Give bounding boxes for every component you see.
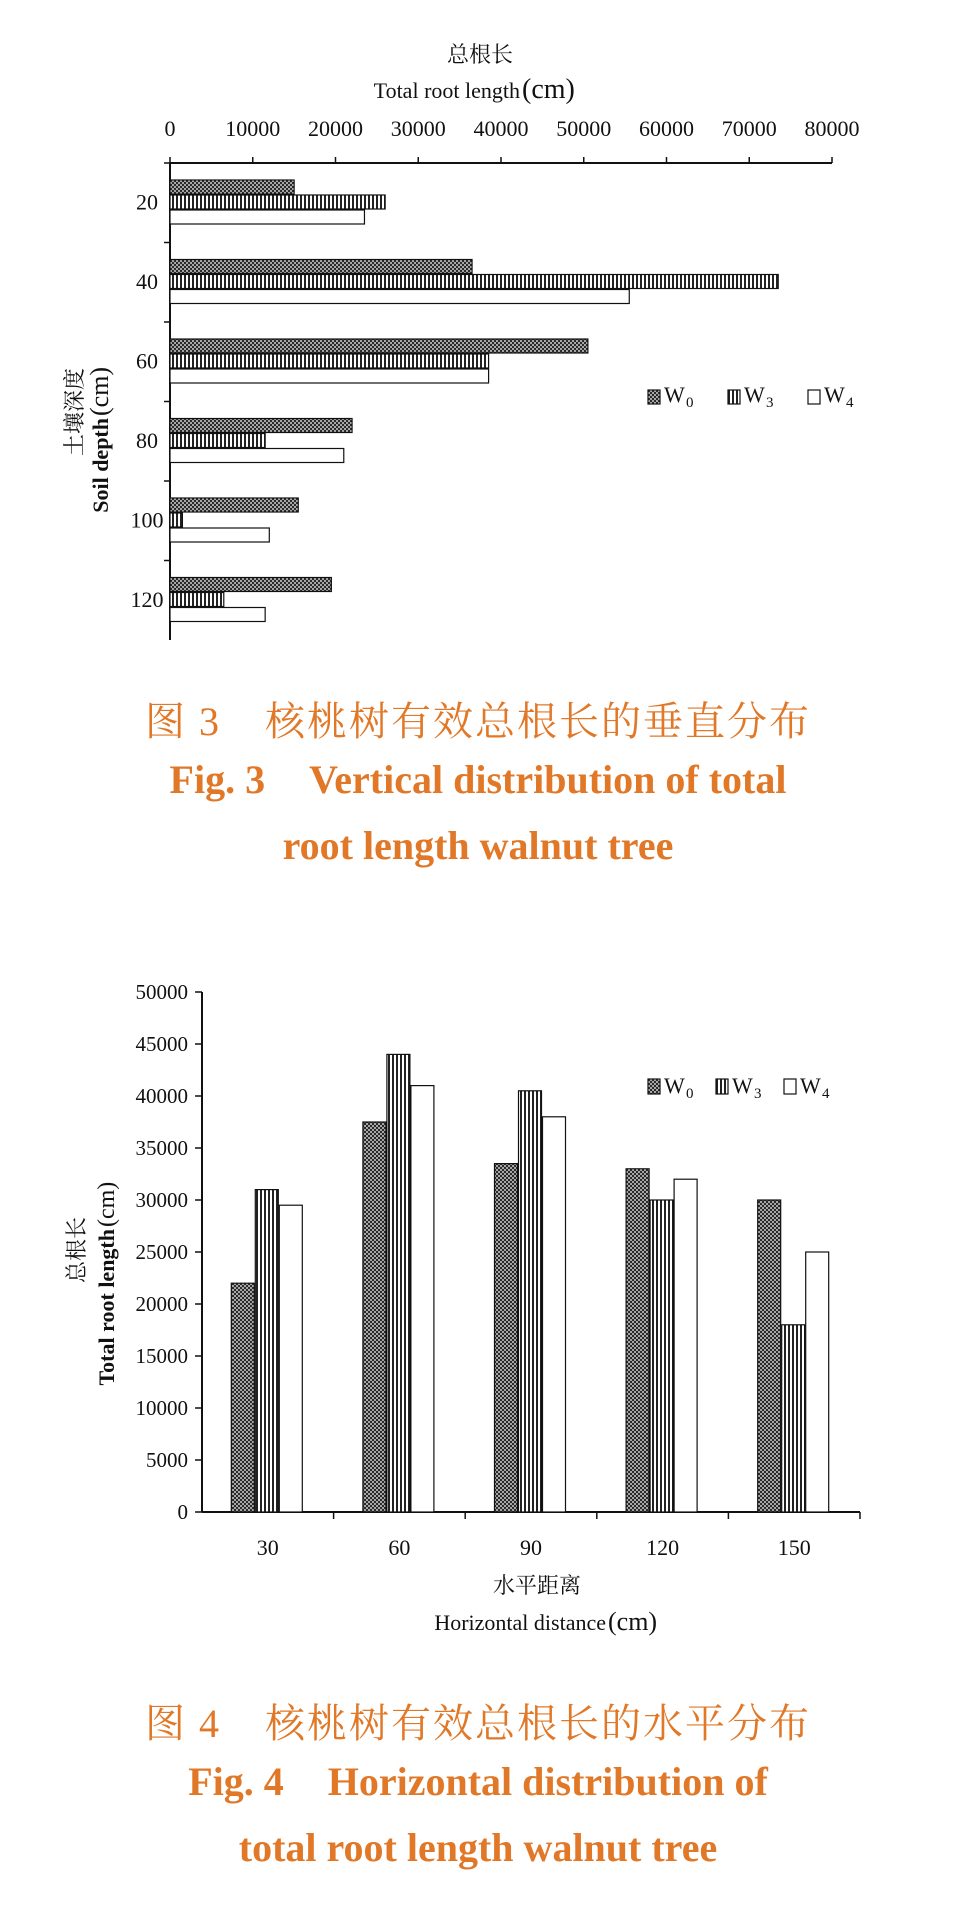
y-axis-title-en: Soil depth: [88, 418, 113, 513]
x-tick-label: 0: [164, 116, 176, 141]
legend-swatch: [716, 1079, 728, 1094]
x-tick-label: 90: [520, 1535, 542, 1560]
bar: [170, 369, 489, 383]
y-tick-label: 30000: [135, 1188, 188, 1212]
legend-label-subscript: 3: [754, 1086, 762, 1102]
figure-3: [0, 0, 956, 690]
bar: [170, 513, 182, 527]
bar: [674, 1179, 697, 1512]
y-tick-label: 50000: [135, 980, 188, 1004]
x-axis-title-en: Horizontal distance: [434, 1610, 606, 1635]
legend-label: W: [664, 382, 685, 407]
bar: [279, 1205, 302, 1512]
bar: [411, 1086, 434, 1512]
bar: [170, 290, 629, 304]
legend-swatch: [784, 1079, 796, 1094]
y-axis-title: [62, 367, 114, 513]
bar: [519, 1091, 542, 1512]
bar: [806, 1252, 829, 1512]
caption-en-line2: root length walnut tree: [282, 823, 674, 868]
bar: [255, 1190, 278, 1512]
caption-en-line2: total root length walnut tree: [238, 1825, 718, 1870]
y-tick-label: 5000: [146, 1448, 188, 1472]
legend-label: W: [744, 382, 765, 407]
legend-label-subscript: 4: [822, 1086, 830, 1102]
caption-en: Fig. 4 Horizontal distribution of: [188, 1759, 768, 1804]
y-axis-title: [64, 1182, 120, 1386]
caption-cn: 图 4 核桃树有效总根长的水平分布: [145, 1701, 811, 1746]
legend-swatch: [648, 1079, 660, 1094]
legend-swatch: [648, 390, 660, 404]
bar: [170, 180, 294, 194]
bar: [231, 1283, 254, 1512]
x-tick-label: 20000: [308, 116, 363, 141]
y-axis-unit: (cm): [85, 366, 114, 416]
bar: [170, 419, 352, 433]
y-tick-label: 15000: [135, 1344, 188, 1368]
y-tick-label: 120: [130, 587, 164, 612]
x-tick-label: 50000: [556, 116, 612, 141]
x-axis-unit: (cm): [522, 74, 575, 105]
bar: [170, 210, 364, 224]
x-axis-title-cn: 总根长: [446, 42, 514, 67]
legend-label: W: [800, 1073, 821, 1098]
legend-swatch: [728, 390, 740, 404]
legend-swatch: [808, 390, 820, 404]
y-axis-title-cn: 总根长: [64, 1216, 89, 1284]
chart-vertical-distribution: [0, 0, 956, 690]
y-axis-unit: (cm): [94, 1181, 120, 1227]
y-tick-label: 10000: [135, 1396, 188, 1420]
x-tick-label: 150: [777, 1535, 811, 1560]
bar: [170, 608, 265, 622]
bar: [170, 528, 269, 542]
bar: [170, 354, 489, 368]
bar: [170, 449, 344, 463]
legend-label: W: [824, 382, 845, 407]
y-tick-label: 0: [177, 1500, 188, 1524]
y-axis-title-cn: 土壤深度: [62, 367, 87, 457]
legend-label-subscript: 4: [846, 395, 854, 411]
bar: [387, 1054, 410, 1512]
bar: [650, 1200, 673, 1512]
bar: [363, 1122, 386, 1512]
bar: [758, 1200, 781, 1512]
bar: [543, 1117, 566, 1512]
legend-label: W: [664, 1073, 685, 1098]
bar: [170, 339, 588, 353]
x-tick-label: 120: [646, 1535, 680, 1560]
bar: [170, 434, 265, 448]
chart-horizontal-distribution: [0, 965, 956, 1665]
bar: [626, 1169, 649, 1512]
y-tick-label: 25000: [135, 1240, 188, 1264]
x-axis-unit: (cm): [608, 1607, 658, 1636]
bar: [170, 195, 385, 209]
y-tick-label: 45000: [135, 1032, 188, 1056]
x-tick-label: 80000: [804, 116, 860, 141]
y-axis-title-en: Total root length: [94, 1229, 119, 1386]
y-tick-label: 60: [136, 348, 158, 374]
x-tick-label: 60000: [639, 116, 694, 141]
x-tick-label: 30: [256, 1535, 279, 1560]
figure-4-caption: [0, 1692, 956, 1881]
legend-label-subscript: 0: [686, 1086, 694, 1102]
caption-en: Fig. 3 Vertical distribution of total: [169, 757, 787, 802]
bar: [495, 1164, 518, 1512]
bar: [782, 1325, 805, 1512]
y-tick-label: 20: [136, 189, 158, 215]
legend-label: W: [732, 1073, 753, 1098]
y-tick-label: 40000: [135, 1084, 188, 1108]
y-tick-label: 20000: [135, 1292, 188, 1316]
bar: [170, 593, 224, 607]
x-tick-label: 70000: [721, 116, 777, 141]
x-tick-label: 30000: [390, 116, 446, 141]
bar: [170, 260, 472, 274]
figure-4: [0, 965, 956, 1665]
bar: [170, 275, 778, 289]
y-tick-label: 100: [130, 507, 164, 533]
x-axis-title-cn: 水平距离: [492, 1573, 582, 1598]
x-tick-label: 60: [388, 1535, 411, 1560]
x-tick-label: 40000: [473, 116, 529, 141]
legend-label-subscript: 3: [766, 395, 774, 411]
bar: [170, 578, 331, 592]
y-tick-label: 80: [136, 428, 158, 453]
x-axis-title-en: Total root length: [373, 78, 520, 103]
caption-cn: 图 3 核桃树有效总根长的垂直分布: [145, 699, 811, 744]
y-tick-label: 40: [136, 269, 158, 294]
legend-label-subscript: 0: [686, 395, 694, 411]
y-tick-label: 35000: [135, 1136, 188, 1160]
figure-3-caption: [0, 690, 956, 879]
bar: [170, 498, 298, 512]
x-tick-label: 10000: [225, 116, 281, 141]
